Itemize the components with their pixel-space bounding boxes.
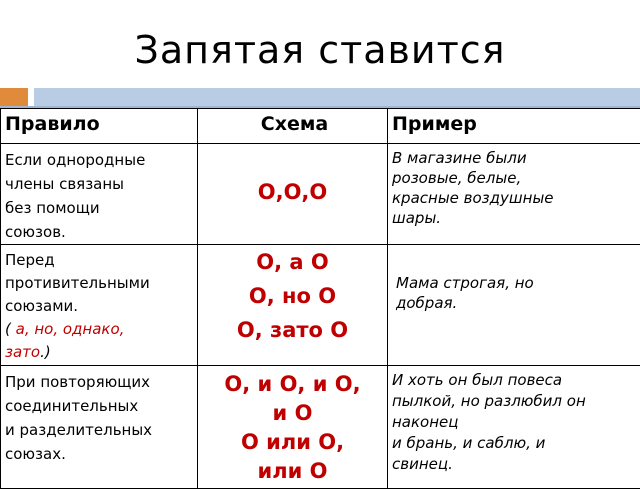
- rule-conjunctions: [5, 318, 193, 341]
- table-row: [1, 245, 640, 366]
- paren-close: .): [40, 343, 51, 361]
- example-line: розовые, белые,: [392, 168, 636, 188]
- example-line: добрая.: [396, 293, 636, 313]
- rule-line: без помощи: [5, 196, 193, 220]
- header-example: Пример: [388, 109, 640, 144]
- example-line: красные воздушные: [392, 188, 636, 208]
- scheme-cell: [198, 245, 388, 366]
- example-line: Мама строгая, но: [396, 273, 636, 293]
- scheme-line: О или О,: [198, 428, 387, 457]
- scheme-line: О, а О: [198, 245, 387, 279]
- table-header-row: [1, 109, 640, 144]
- rule-cell: [1, 144, 198, 245]
- rule-line: и разделительных: [5, 418, 193, 442]
- page-title: Запятая ставится: [0, 28, 640, 72]
- example-line: И хоть он был повеса: [392, 370, 636, 391]
- example-cell: [388, 245, 640, 366]
- conjunction-list: а, но, однако,: [16, 320, 125, 338]
- rule-line: противительными: [5, 272, 193, 295]
- paren-open: (: [5, 320, 16, 338]
- example-line: В магазине были: [392, 148, 636, 168]
- scheme-line: О, но О: [198, 279, 387, 313]
- scheme-line: О,О,О: [198, 176, 387, 208]
- rule-line: Перед: [5, 249, 193, 272]
- rule-cell: [1, 366, 198, 489]
- example-line: шары.: [392, 208, 636, 228]
- scheme-cell: [198, 366, 388, 489]
- example-cell: [388, 366, 640, 489]
- scheme-cell: [198, 144, 388, 245]
- decorative-orange-bar: [0, 88, 28, 106]
- rule-line: При повторяющих: [5, 370, 193, 394]
- rule-cell: [1, 245, 198, 366]
- scheme-line: и О: [198, 399, 387, 428]
- example-line: пылкой, но разлюбил он: [392, 391, 636, 412]
- scheme-line: О, и О, и О,: [198, 370, 387, 399]
- example-line: и брань, и саблю, и: [392, 433, 636, 454]
- conjunction-zato: зато: [5, 343, 40, 361]
- decorative-blue-bar: [34, 88, 640, 106]
- rule-line: союзов.: [5, 220, 193, 244]
- scheme-line: или О: [198, 457, 387, 486]
- example-line: свинец.: [392, 454, 636, 475]
- rule-line: Если однородные: [5, 148, 193, 172]
- rule-conjunctions-cont: [5, 341, 193, 364]
- table-row: [1, 144, 640, 245]
- rule-line: союзах.: [5, 442, 193, 466]
- rule-line: члены связаны: [5, 172, 193, 196]
- example-line: наконец: [392, 412, 636, 433]
- rule-line: союзами.: [5, 295, 193, 318]
- header-scheme: Схема: [198, 109, 388, 144]
- table-row: [1, 366, 640, 489]
- header-rule: Правило: [1, 109, 198, 144]
- rule-line: соединительных: [5, 394, 193, 418]
- comma-rules-table: [0, 108, 640, 489]
- example-cell: [388, 144, 640, 245]
- scheme-line: О, зато О: [198, 313, 387, 347]
